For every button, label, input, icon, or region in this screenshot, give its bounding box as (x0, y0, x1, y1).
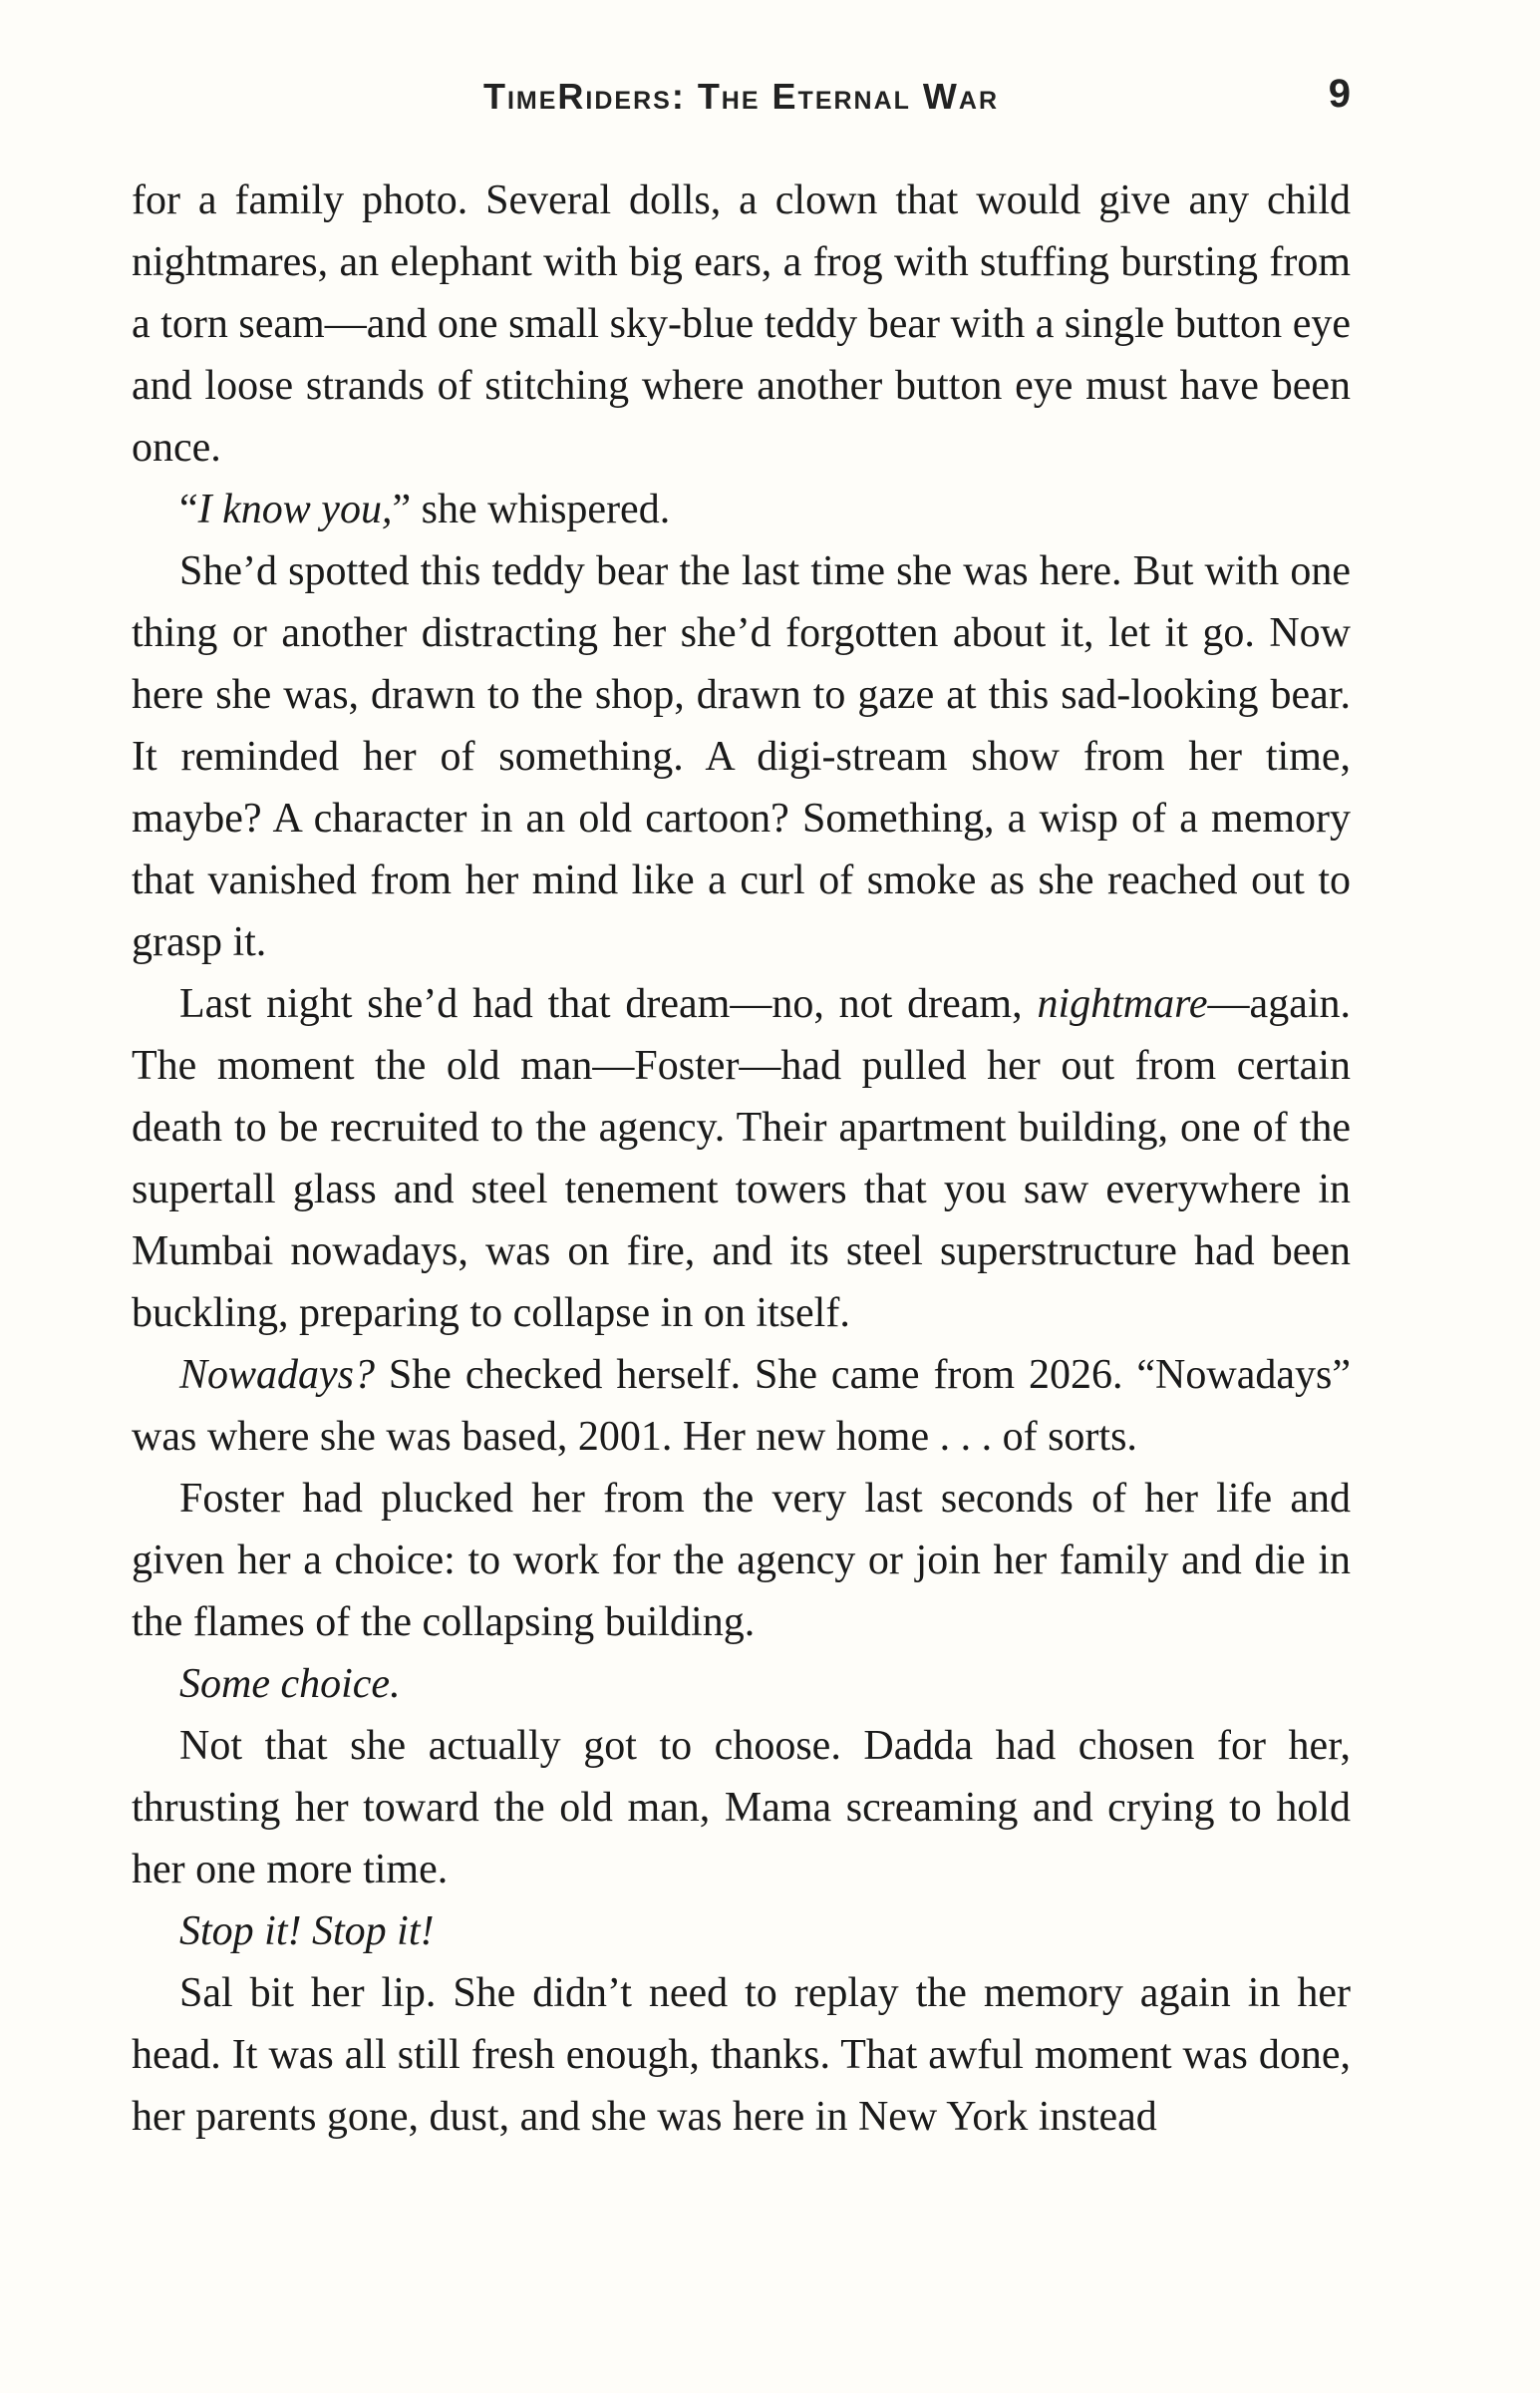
paragraph (132, 973, 1351, 1344)
body-text (132, 170, 1351, 2148)
paragraph (132, 1468, 1351, 1653)
paragraph (132, 1962, 1351, 2148)
paragraph (132, 1653, 1351, 1715)
text-run: —again. The moment the old man—Foster—had pulled her out from certain death to be recruited to the agency. Their apartment building, one of the supertall glass and steel tenement towers that you saw everywhere in Mumbai nowadays, was on fire, and its steel superstructure had been buckling, preparing to collapse in on itself. (132, 981, 1351, 1336)
page-number: 9 (1328, 72, 1351, 116)
text-run: “ (179, 487, 198, 532)
text-run: She’d spotted this teddy bear the last time she was here. But with one thing or another distracting her she’d forgotten about it, let it go. Now here she was, drawn to the shop, drawn to gaze at this sad-looking bear. It reminded her of something. A digi-stream show from her time, maybe? A character in an old cartoon? Something, a wisp of a memory that vanished from her mind like a curl of smoke as she reached out to grasp it. (132, 548, 1351, 965)
paragraph (132, 170, 1351, 479)
italic-text: Nowadays? (179, 1352, 376, 1398)
italic-text: nightmare (1037, 981, 1208, 1027)
text-run: She checked herself. She came from 2026. “Nowadays” was where she was based, 2001. Her new home . . . of sorts. (132, 1352, 1351, 1460)
paragraph (132, 1715, 1351, 1900)
italic-text: Stop it! Stop it! (179, 1908, 435, 1954)
text-run: for a family photo. Several dolls, a clown that would give any child nightmares, an elephant with big ears, a frog with stuffing bursting from a torn seam—and one small sky-blue teddy bear with a single button eye and loose strands of stitching where another button eye must have been once. (132, 177, 1351, 471)
paragraph (132, 1344, 1351, 1468)
paragraph (132, 540, 1351, 973)
text-run: Not that she actually got to choose. Dadda had chosen for her, thrusting her toward the old man, Mama screaming and crying to hold her one more time. (132, 1723, 1351, 1892)
text-run: Sal bit her lip. She didn’t need to replay the memory again in her head. It was all still fresh enough, thanks. That awful moment was done, her parents gone, dust, and she was here in New York instead (132, 1970, 1351, 2140)
italic-text: Some choice. (179, 1661, 401, 1707)
page-header (132, 0, 1351, 130)
italic-text: I know you, (197, 487, 393, 532)
text-run: Foster had plucked her from the very last seconds of her life and given her a choice: to work for the agency or join her family and die in the flames of the collapsing building. (132, 1476, 1351, 1645)
text-run: ” she whispered. (392, 487, 671, 532)
paragraph (132, 479, 1351, 540)
paragraph (132, 1900, 1351, 1962)
running-head: TimeRiders: The Eternal War (482, 76, 1000, 117)
text-run: Last night she’d had that dream—no, not dream, (179, 981, 1038, 1027)
